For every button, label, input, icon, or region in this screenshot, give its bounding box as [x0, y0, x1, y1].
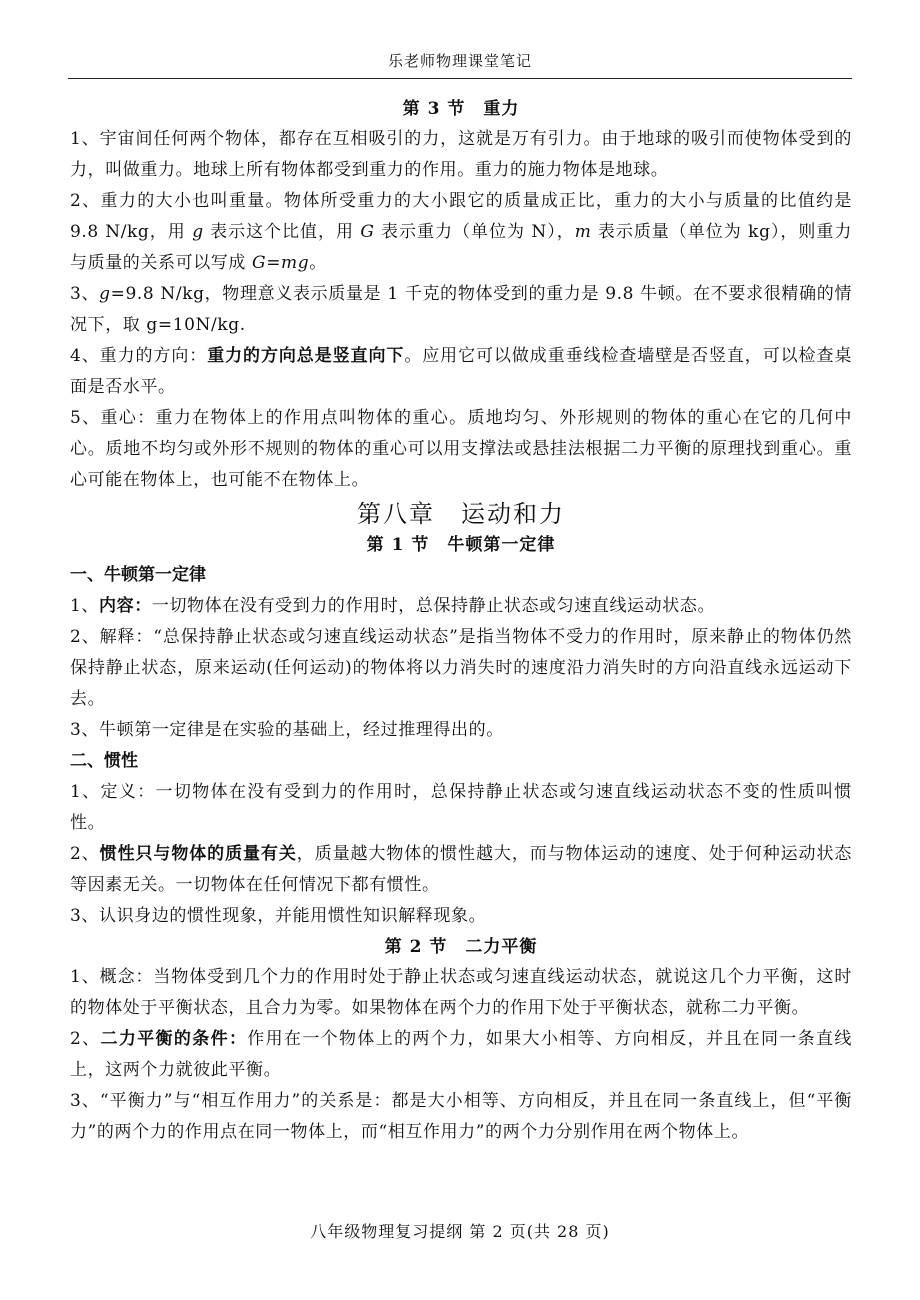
balance-para-3: 3、“平衡力”与“相互作用力”的关系是：都是大小相等、方向相反，并且在同一条直线上，但“平衡力”的两个力的作用点在同一物体上，而“相互作用力”的两个力分别作用在两个物体上。 — [70, 1091, 852, 1142]
balance-para-1: 1、概念：当物体受到几个力的作用时处于静止状态或匀速直线运动状态，就说这几个力平衡，这时的物体处于平衡状态，且合力为零。如果物体在两个力的作用下处于平衡状态，就称二力平衡。 — [70, 967, 852, 1018]
chapter-title: 第八章 运动和力 — [357, 500, 565, 528]
page-header: 乐老师物理课堂笔记 — [68, 50, 852, 79]
newton-para-1: 1、内容：一切物体在没有受到力的作用时，总保持静止状态或匀速直线运动状态。 — [70, 596, 716, 616]
gravity-para-2: 2、重力的大小也叫重量。物体所受重力的大小跟它的质量成正比，重力的大小与质量的比值约是 9.8 N/kg，用 g 表示这个比值，用 G 表示重力（单位为 N），m 表示质量（单位为 kg），则重力与质量的关系可以写成 G=mg。 — [70, 191, 853, 273]
newton-para-2: 2、解释：“总保持静止状态或匀速直线运动状态”是指当物体不受力的作用时，原来静止的物体仍然保持静止状态，原来运动(任何运动)的物体将以力消失时的速度沿力消失时的方向沿直线永远运动下去。 — [70, 627, 852, 709]
gravity-para-1: 1、宇宙间任何两个物体，都存在互相吸引的力，这就是万有引力。由于地球的吸引而使物体受到的力，叫做重力。地球上所有物体都受到重力的作用。重力的施力物体是地球。 — [70, 129, 852, 180]
gravity-para-4: 4、重力的方向：重力的方向总是竖直向下。应用它可以做成重垂线检查墙壁是否竖直，可以检查桌面是否水平。 — [70, 346, 852, 397]
subheading-inertia: 二、惯性 — [70, 751, 138, 771]
section-1-title: 第 1 节 牛顿第一定律 — [366, 535, 556, 555]
section-2-title: 第 2 节 二力平衡 — [384, 937, 538, 957]
page-content — [70, 94, 852, 1148]
inertia-para-2: 2、惯性只与物体的质量有关，质量越大物体的惯性越大，而与物体运动的速度、处于何种运动状态等因素无关。一切物体在任何情况下都有惯性。 — [70, 844, 852, 895]
newton-para-3: 3、牛顿第一定律是在实验的基础上，经过推理得出的。 — [70, 720, 504, 740]
gravity-para-3: 3、g=9.8 N/kg，物理意义表示质量是 1 千克的物体受到的重力是 9.8 牛顿。在不要求很精确的情况下，取 g=10N/kg. — [70, 284, 852, 335]
inertia-para-1: 1、定义：一切物体在没有受到力的作用时，总保持静止状态或匀速直线运动状态不变的性质叫惯性。 — [70, 782, 852, 833]
inertia-para-3: 3、认识身边的惯性现象，并能用惯性知识解释现象。 — [70, 906, 487, 926]
section-3-title: 第 3 节 重力 — [402, 99, 520, 119]
balance-para-2: 2、二力平衡的条件：作用在一个物体上的两个力，如果大小相等、方向相反，并且在同一条直线上，这两个力就彼此平衡。 — [70, 1029, 852, 1080]
subheading-newton-law: 一、牛顿第一定律 — [70, 565, 206, 585]
page-footer: 八年级物理复习提纲 第 2 页(共 28 页) — [310, 1222, 610, 1241]
gravity-para-5: 5、重心：重力在物体上的作用点叫物体的重心。质地均匀、外形规则的物体的重心在它的几何中心。质地不均匀或外形不规则的物体的重心可以用支撑法或悬挂法根据二力平衡的原理找到重心。重心可能在物体上，也可能不在物体上。 — [70, 408, 852, 490]
